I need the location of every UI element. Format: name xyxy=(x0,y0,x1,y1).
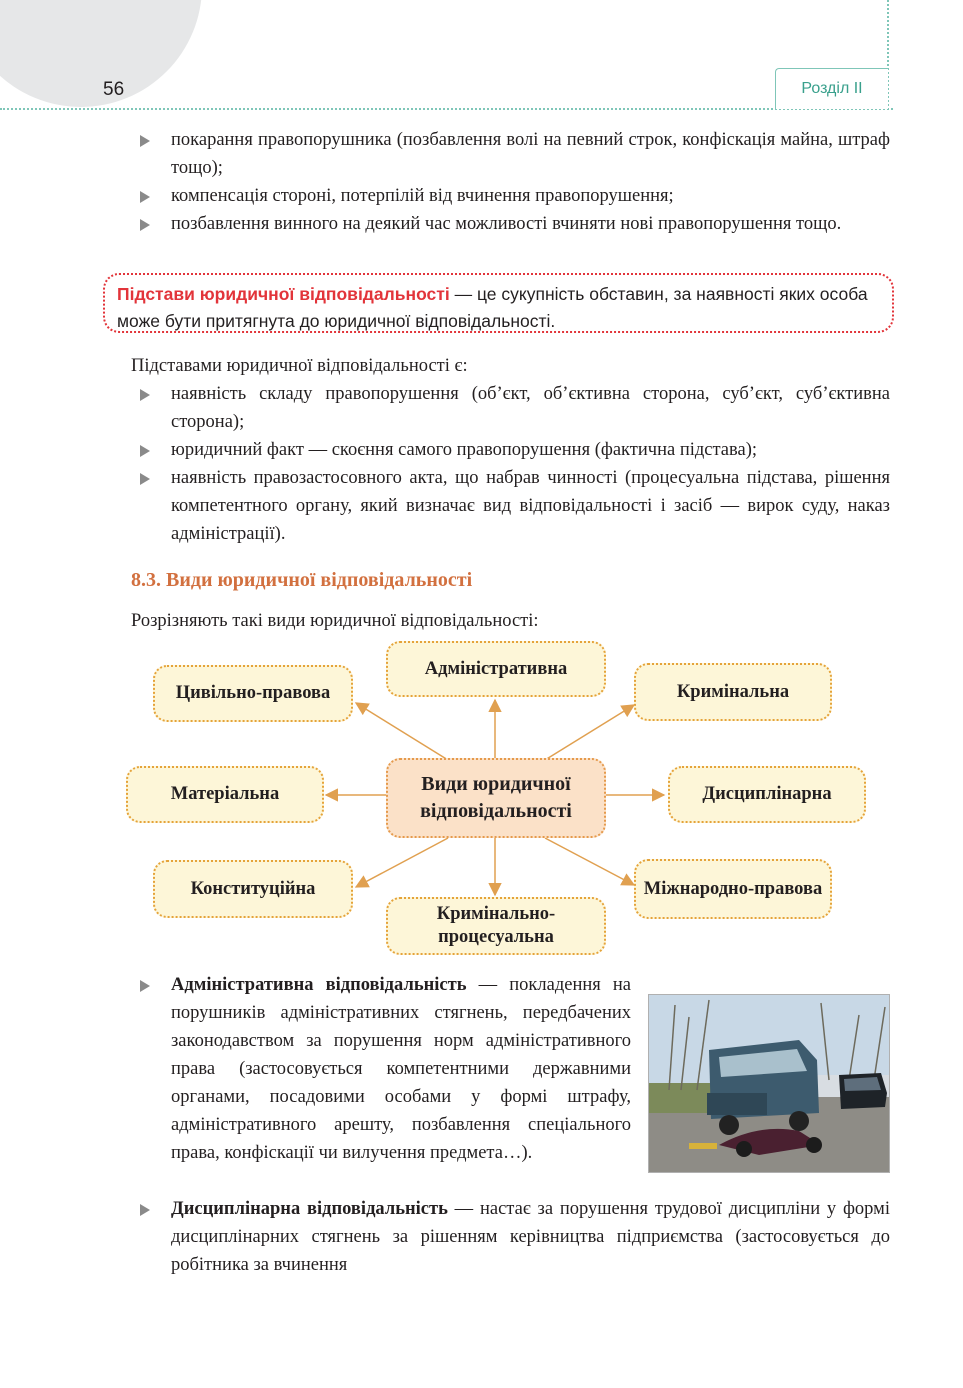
disciplinary-term: Дисциплінарна відповідальність xyxy=(171,1199,448,1219)
administrative-term: Адміністративна відповідальність xyxy=(171,975,467,995)
list-item: юридичний факт — скоєння самого правопорушення (фактична підстава); xyxy=(140,436,890,464)
arrow-to-international xyxy=(545,838,634,885)
list-item xyxy=(140,1195,890,1279)
node-civil: Цивільно-правова xyxy=(153,665,353,722)
node-constitutional: Конституційна xyxy=(153,860,353,918)
page-corner-circle xyxy=(0,0,202,107)
grounds-intro: Підставами юридичної відповідальності є: xyxy=(131,356,468,376)
node-international: Міжнародно-правова xyxy=(634,859,832,919)
accident-photo xyxy=(648,994,890,1173)
section-label: Розділ ІІ xyxy=(801,80,863,97)
administrative-detail xyxy=(140,971,631,1167)
administrative-text: — покладення на порушників адміністративних стягнень, передбачених законодавством за порушення норм адміністративного права (застосовується компетентними державними органами, посадовими особами у формі штрафу, адміністративного арешту, позбавлення спеціального права, конфіскації чи вилучення предмета…). xyxy=(171,975,631,1163)
node-center: Види юридичної відповідальності xyxy=(386,758,606,838)
arrow-to-criminal xyxy=(545,705,634,760)
node-criminal: Кримінальна xyxy=(634,663,832,721)
section-tab xyxy=(775,68,888,109)
disciplinary-detail xyxy=(140,1195,890,1279)
page-number: 56 xyxy=(103,79,125,100)
definition-text: — це сукупність обставин, за наявності яких особа може бути притягнута до юридичної відповідальності. xyxy=(117,284,868,331)
list-item: наявність складу правопорушення (об’єкт, об’єктивна сторона, суб’єкт, суб’єктивна сторона); xyxy=(140,380,890,436)
node-criminal-procedural: Кримінально-процесуальна xyxy=(386,897,606,955)
section-intro: Розрізняють такі види юридичної відповідальності: xyxy=(131,611,539,631)
definition-term: Підстави юридичної відповідальності xyxy=(117,284,450,304)
section-heading: 8.3. Види юридичної відповідальності xyxy=(131,569,473,591)
list-item: наявність правозастосовного акта, що набрав чинності (процесуальна підстава, рішення компетентного органу, який визначає вид відповідальності і засіб — вирок суду, наказ адміністрації). xyxy=(140,464,890,548)
consequences-list xyxy=(140,126,890,238)
arrow-to-civil xyxy=(356,703,448,760)
definition-box xyxy=(103,273,894,333)
grounds-list xyxy=(140,380,890,548)
disciplinary-text: — настає за порушення трудової дисципліни у формі дисциплінарних стягнень за рішенням керівництва підприємства (застосовується до робітника за вчинення xyxy=(171,1199,890,1275)
list-item xyxy=(140,971,631,1167)
node-administrative: Адміністративна xyxy=(386,641,606,697)
node-disciplinary: Дисциплінарна xyxy=(668,766,866,823)
arrow-to-constitutional xyxy=(356,838,448,887)
list-item: покарання правопорушника (позбавлення волі на певний строк, конфіскація майна, штраф тощо); xyxy=(140,126,890,182)
list-item: компенсація стороні, потерпілій від вчинення правопорушення; xyxy=(140,182,890,210)
node-material: Матеріальна xyxy=(126,766,324,823)
accident-photo-illustration xyxy=(649,995,890,1173)
header-divider xyxy=(0,108,893,110)
list-item: позбавлення винного на деякий час можливості вчиняти нові правопорушення тощо. xyxy=(140,210,890,238)
